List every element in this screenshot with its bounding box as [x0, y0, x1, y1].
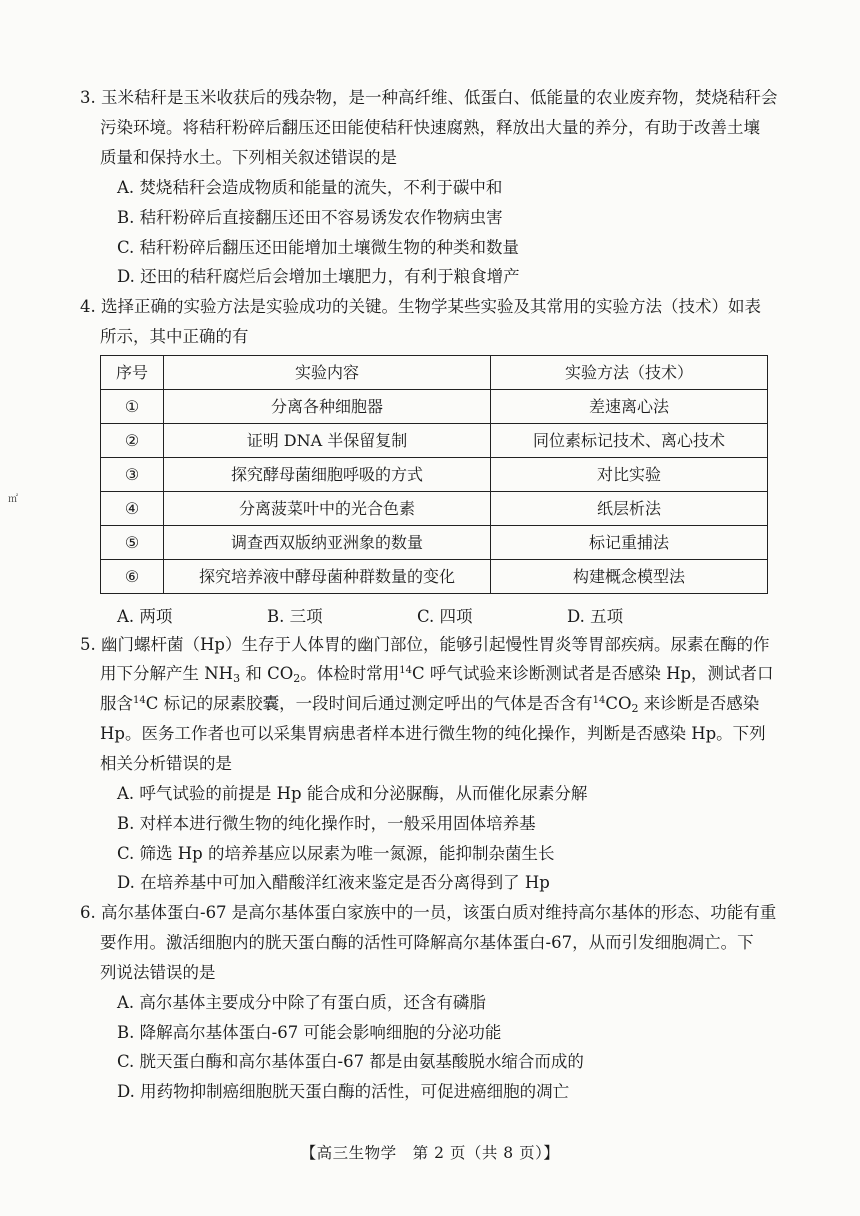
table-cell: 探究培养液中酵母菌种群数量的变化: [164, 560, 491, 594]
q5-stem-line4: Hp。医务工作者也可以采集胃病患者样本进行微生物的纯化操作，判断是否感染 Hp。下列: [100, 724, 766, 743]
page-footer: 【高三生物学 第 2 页（共 8 页）】: [300, 1144, 560, 1162]
table-header: 实验方法（技术）: [491, 356, 768, 390]
table-header: 序号: [101, 356, 164, 390]
table-row: [101, 526, 768, 560]
table-cell: ⑥: [101, 560, 164, 594]
q4-option-c: C. 四项: [417, 607, 473, 626]
q3-stem-line3: 质量和保持水土。下列相关叙述错误的是: [100, 148, 397, 167]
q6-option-d: D. 用药物抑制癌细胞胱天蛋白酶的活性，可促进癌细胞的凋亡: [117, 1082, 570, 1101]
q6-stem-line2: 要作用。激活细胞内的胱天蛋白酶的活性可降解高尔基体蛋白-67，从而引发细胞凋亡。下: [100, 933, 754, 952]
subscript: 2: [631, 702, 639, 715]
text-segment: 。体检时常用: [300, 664, 400, 683]
text-segment: 用下分解产生 NH: [100, 664, 234, 683]
table-cell: 证明 DNA 半保留复制: [164, 424, 491, 458]
table-cell: ①: [101, 390, 164, 424]
q5-stem-line2: [100, 662, 774, 686]
text-segment: C 标记的尿素胶囊，一段时间后通过测定呼出的气体是否含有: [145, 694, 593, 713]
q4-stem-line2: 所示，其中正确的有: [100, 327, 249, 346]
text-segment: C 呼气试验来诊断测试者是否感染 Hp，测试者口: [411, 664, 774, 683]
table-row: [101, 424, 768, 458]
table-header-row: [101, 356, 768, 390]
q6-stem-line1: 6. 高尔基体蛋白-67 是高尔基体蛋白家族中的一员，该蛋白质对维持高尔基体的形态、功能有重: [80, 903, 777, 922]
table-cell: 标记重捕法: [491, 526, 768, 560]
q5-stem-line1: 5. 幽门螺杆菌（Hp）生存于人体胃的幽门部位，能够引起慢性胃炎等胃部疾病。尿素在酶的作: [80, 635, 770, 654]
table-cell: ②: [101, 424, 164, 458]
q4-option-b: B. 三项: [267, 607, 323, 626]
q6-option-c: C. 胱天蛋白酶和高尔基体蛋白-67 都是由氨基酸脱水缩合而成的: [117, 1052, 584, 1071]
margin-mark: ㎡: [8, 494, 18, 505]
table-header: 实验内容: [164, 356, 491, 390]
q5-option-c: C. 筛选 Hp 的培养基应以尿素为唯一氮源，能抑制杂菌生长: [117, 844, 555, 863]
q3-stem-line1: 3. 玉米秸秆是玉米收获后的残杂物，是一种高纤维、低蛋白、低能量的农业废弃物，焚烧秸秆会: [80, 88, 778, 107]
q4-option-a: A. 两项: [117, 607, 173, 626]
superscript: 14: [399, 665, 412, 676]
table-row: [101, 390, 768, 424]
q3-option-a: A. 焚烧秸秆会造成物质和能量的流失，不利于碳中和: [117, 178, 503, 197]
table-cell: 分离各种细胞器: [164, 390, 491, 424]
text-segment: 来诊断是否感染: [638, 694, 760, 713]
q6-option-a: A. 高尔基体主要成分中除了有蛋白质，还含有磷脂: [117, 993, 486, 1012]
table-cell: ④: [101, 492, 164, 526]
q3-stem-line2: 污染环境。将秸秆粉碎后翻压还田能使秸秆快速腐熟，释放出大量的养分，有助于改善土壤: [100, 118, 760, 137]
q5-option-d: D. 在培养基中可加入醋酸洋红液来鉴定是否分离得到了 Hp: [117, 873, 550, 892]
table-cell: 调查西双版纳亚洲象的数量: [164, 526, 491, 560]
table-cell: ③: [101, 458, 164, 492]
q3-option-d: D. 还田的秸秆腐烂后会增加土壤肥力，有利于粮食增产: [117, 267, 520, 286]
subscript: 3: [233, 672, 241, 685]
table-cell: 同位素标记技术、离心技术: [491, 424, 768, 458]
table-cell: 纸层析法: [491, 492, 768, 526]
table-cell: 构建概念模型法: [491, 560, 768, 594]
text-segment: 服含: [100, 694, 133, 713]
q4-option-d: D. 五项: [567, 607, 624, 626]
superscript: 14: [592, 695, 606, 706]
table-row: [101, 560, 768, 594]
subscript: 2: [293, 672, 301, 685]
table-row: [101, 458, 768, 492]
table-cell: 对比实验: [491, 458, 768, 492]
table-cell: ⑤: [101, 526, 164, 560]
q3-option-b: B. 秸秆粉碎后直接翻压还田不容易诱发农作物病虫害: [117, 208, 503, 227]
q5-option-b: B. 对样本进行微生物的纯化操作时，一般采用固体培养基: [117, 814, 536, 833]
table-row: [101, 492, 768, 526]
q5-stem-line5: 相关分析错误的是: [100, 754, 232, 773]
table-cell: 分离菠菜叶中的光合色素: [164, 492, 491, 526]
q4-stem-line1: 4. 选择正确的实验方法是实验成功的关键。生物学某些实验及其常用的实验方法（技术）如表: [80, 297, 761, 316]
q5-option-a: A. 呼气试验的前提是 Hp 能合成和分泌脲酶，从而催化尿素分解: [117, 784, 588, 803]
q3-option-c: C. 秸秆粉碎后翻压还田能增加土壤微生物的种类和数量: [117, 238, 520, 257]
experiment-table: [100, 355, 768, 594]
superscript: 14: [133, 695, 146, 706]
text-segment: 和 CO: [240, 664, 294, 683]
q6-stem-line3: 列说法错误的是: [100, 963, 216, 982]
text-segment: CO: [605, 694, 632, 713]
table-cell: 差速离心法: [491, 390, 768, 424]
q6-option-b: B. 降解高尔基体蛋白-67 可能会影响细胞的分泌功能: [117, 1023, 502, 1042]
table-cell: 探究酵母菌细胞呼吸的方式: [164, 458, 491, 492]
q5-stem-line3: [100, 692, 759, 716]
